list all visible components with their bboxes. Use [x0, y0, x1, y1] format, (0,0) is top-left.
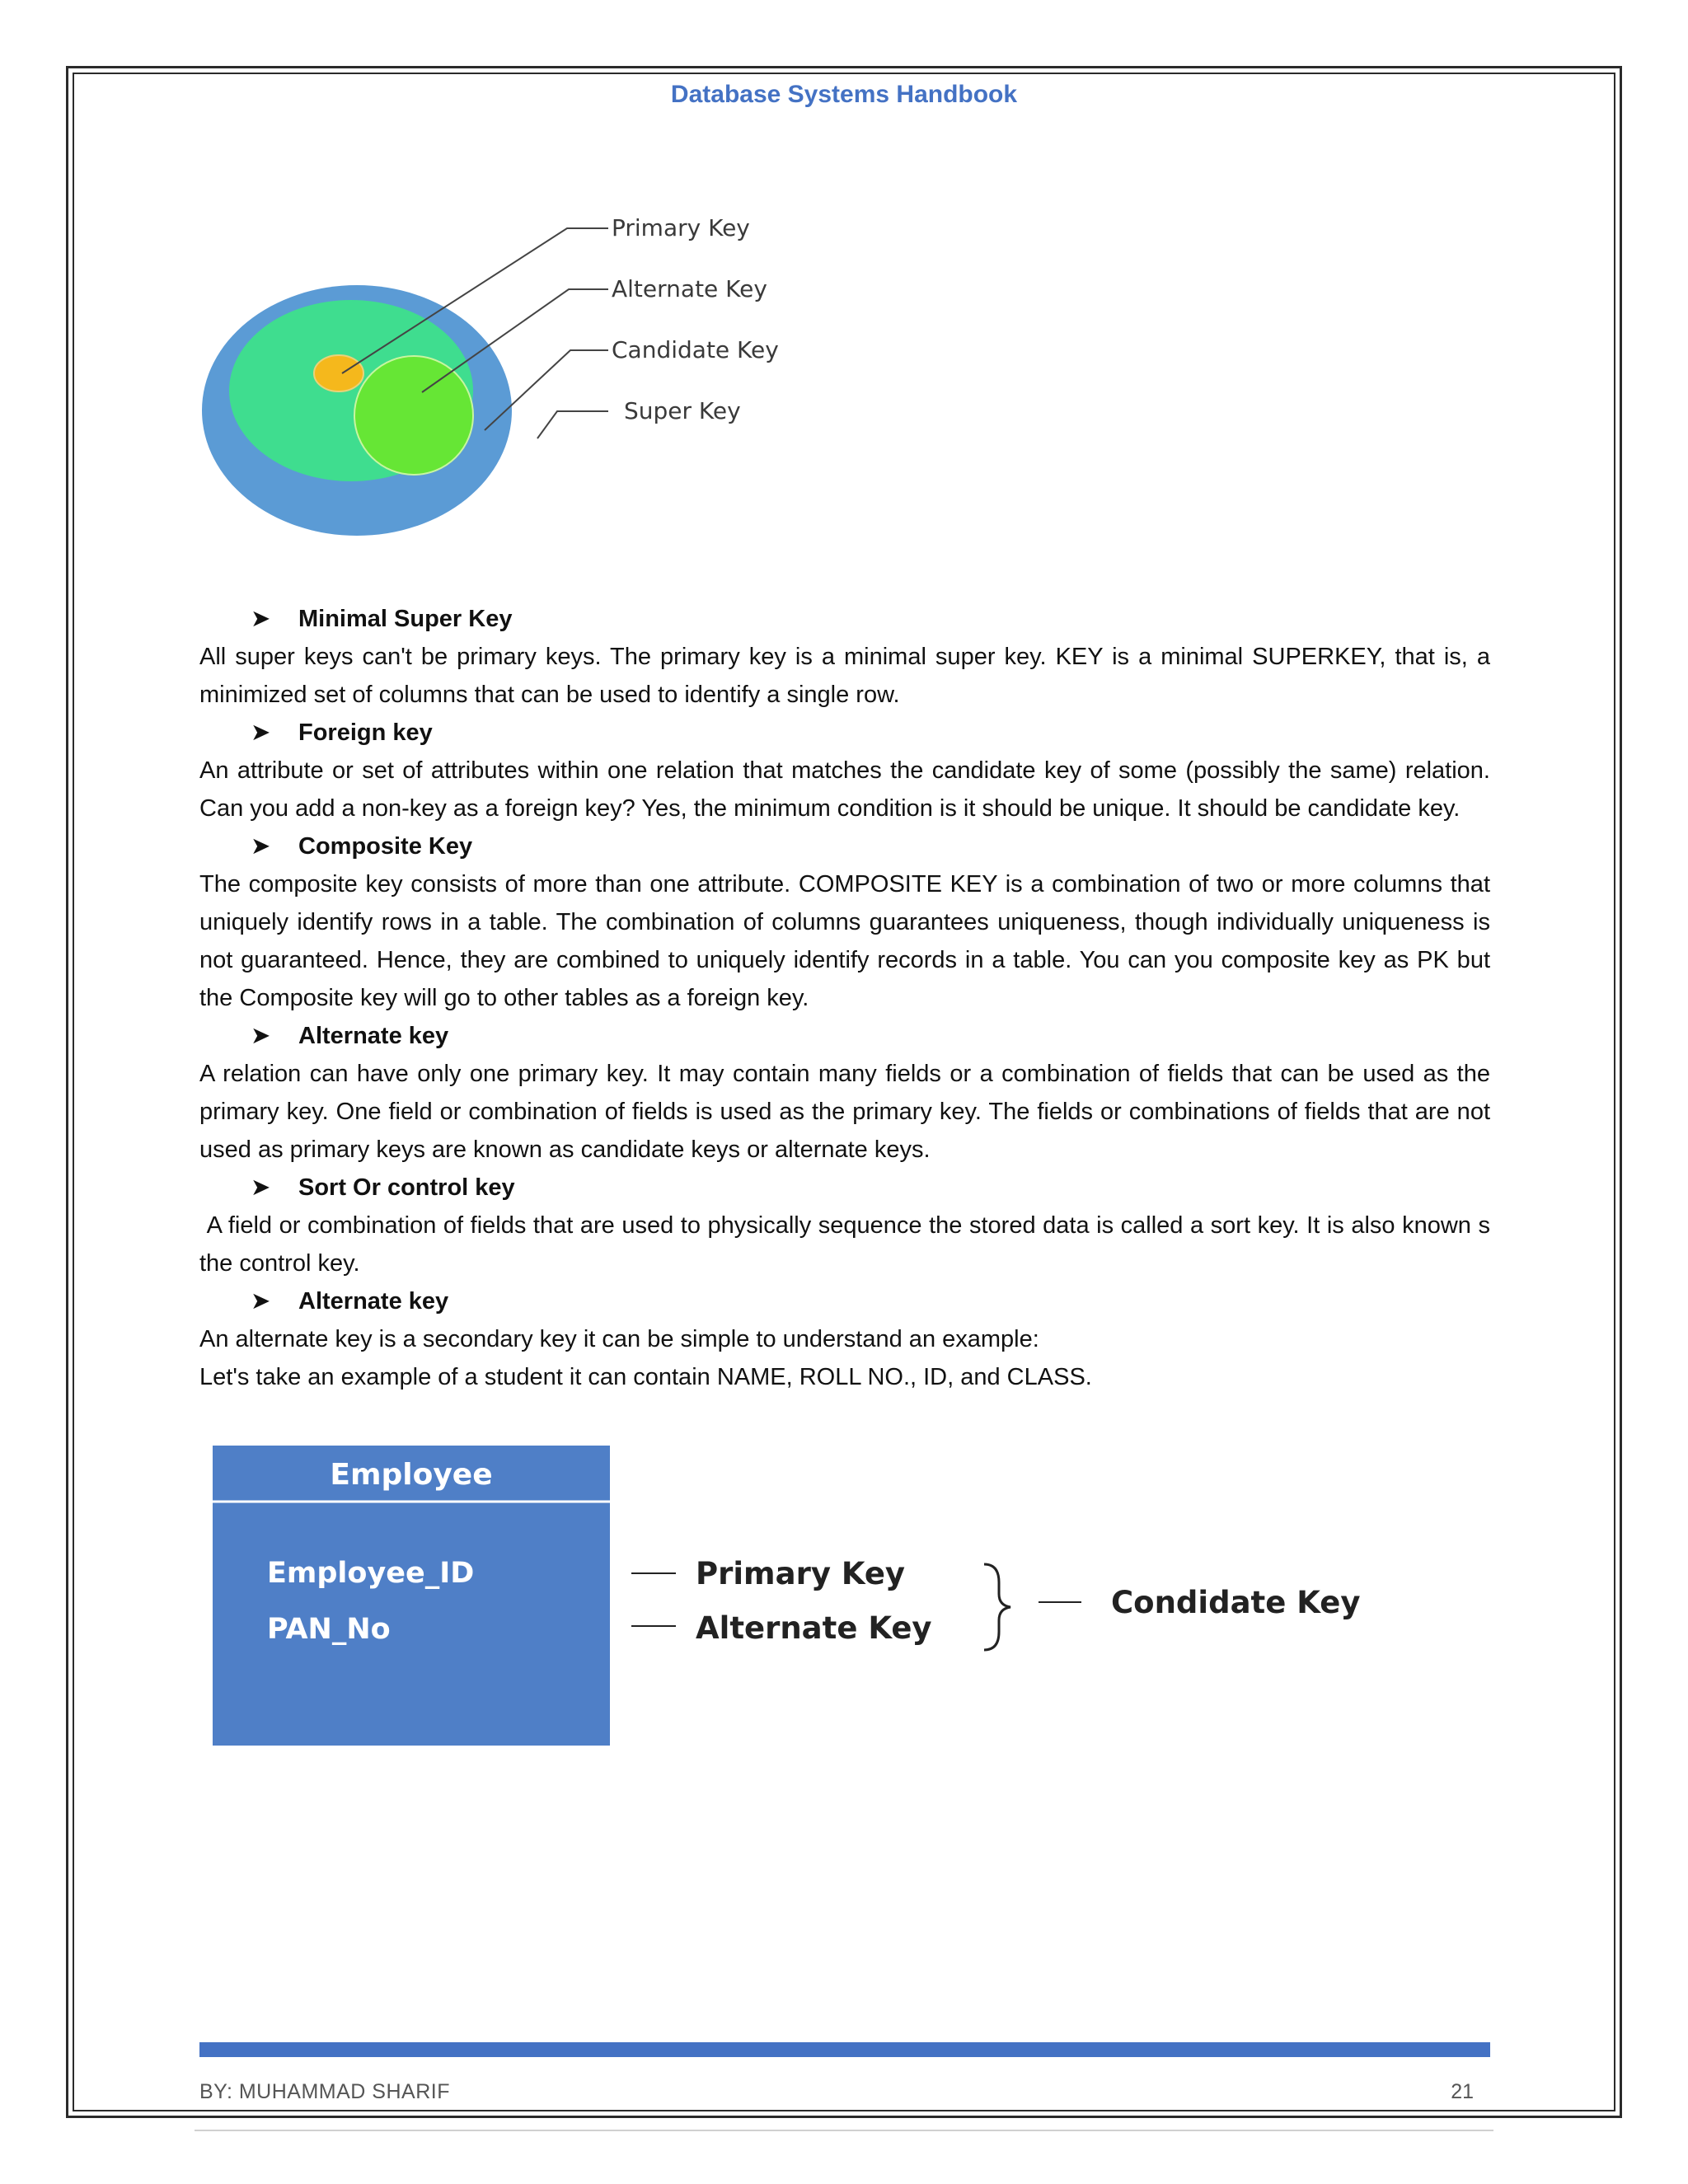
bottom-rule: [195, 2130, 1493, 2131]
section-paragraph: Let's take an example of a student it can contain NAME, ROLL NO., ID, and CLASS.: [199, 1364, 1092, 1390]
alternate-key-circle: [354, 356, 473, 475]
arrow-bullet-icon: ➤: [251, 1174, 271, 1201]
footer-author: BY: MUHAMMAD SHARIF: [199, 2080, 450, 2103]
section-heading-text: Composite Key: [298, 833, 473, 860]
super-key-label: Super Key: [624, 397, 741, 424]
primary-key-label: Primary Key: [696, 1556, 906, 1591]
candidate-key-group-label: Condidate Key: [1111, 1585, 1361, 1620]
body-content: [199, 600, 1498, 1396]
arrow-bullet-icon: ➤: [251, 1288, 271, 1315]
page-number: 21: [1451, 2080, 1474, 2103]
employee-key-diagram: [211, 1444, 1398, 1749]
section-paragraph: An attribute or set of attributes within one relation that matches the candidate key of some (possibly the same) relation. Can you add a non-key as a foreign key? Yes, the minimum condition is it should be unique. It should be candidate key.: [199, 757, 1490, 822]
section-heading: [251, 1017, 1490, 1055]
arrow-bullet-icon: ➤: [251, 1023, 271, 1049]
section-paragraph: The composite key consists of more than one attribute. COMPOSITE KEY is a combination of two or more columns that uniquely identify rows in a table. The combination of columns guarantees uniqueness, though individually uniqueness is not guaranteed. Hence, they are combined to uniquely identify records in a table. You can you composite key as PK but the Composite key will go to other tables as a foreign key.: [199, 871, 1490, 1011]
section-paragraph: A field or combination of fields that are used to physically sequence the stored data is called a sort key. It is also known s the control key.: [199, 1212, 1498, 1277]
section-paragraph: A relation can have only one primary key. It may contain many fields or a combination of fields that can be used as the primary key. One field or combination of fields is used as the primary key. The fields or combinations of fields that are not used as primary keys are known as candidate keys or alternate keys.: [199, 1061, 1490, 1163]
section-paragraph: All super keys can't be primary keys. The primary key is a minimal super key. KEY is a minimal SUPERKEY, that is, a minimized set of columns that can be used to identify a single row.: [199, 644, 1490, 708]
primary-key-circle: [314, 355, 363, 391]
employee-table-title: Employee: [330, 1458, 493, 1492]
section-heading-text: Alternate key: [298, 1023, 449, 1049]
section-heading: [251, 1169, 1490, 1207]
section-heading: [251, 1282, 1490, 1320]
employee-field: PAN_No: [267, 1613, 391, 1646]
section-heading-text: Foreign key: [298, 719, 433, 746]
section-heading: [251, 714, 1490, 752]
section-heading-text: Sort Or control key: [298, 1174, 515, 1201]
section-heading-text: Alternate key: [298, 1288, 449, 1315]
curly-brace-icon: [984, 1564, 1010, 1650]
candidate-key-label: Candidate Key: [612, 336, 779, 363]
section-heading-text: Minimal Super Key: [298, 606, 513, 632]
employee-table-box: [213, 1446, 610, 1746]
arrow-bullet-icon: ➤: [251, 833, 271, 860]
alternate-key-label: Alternate Key: [612, 275, 767, 302]
arrow-bullet-icon: ➤: [251, 719, 271, 746]
section-heading: [251, 827, 1490, 865]
arrow-bullet-icon: ➤: [251, 606, 271, 632]
alternate-key-label: Alternate Key: [696, 1610, 932, 1646]
super-key-leader: [537, 411, 608, 438]
footer-bar: [199, 2042, 1490, 2057]
section-paragraph: An alternate key is a secondary key it can be simple to understand an example:: [199, 1326, 1039, 1352]
employee-field: Employee_ID: [267, 1557, 475, 1590]
primary-key-label: Primary Key: [612, 214, 750, 241]
page-header-title: Database Systems Handbook: [670, 81, 1018, 108]
key-hierarchy-diagram: [190, 198, 849, 552]
section-heading: [251, 600, 1490, 638]
key-labels: [631, 1556, 1360, 1650]
